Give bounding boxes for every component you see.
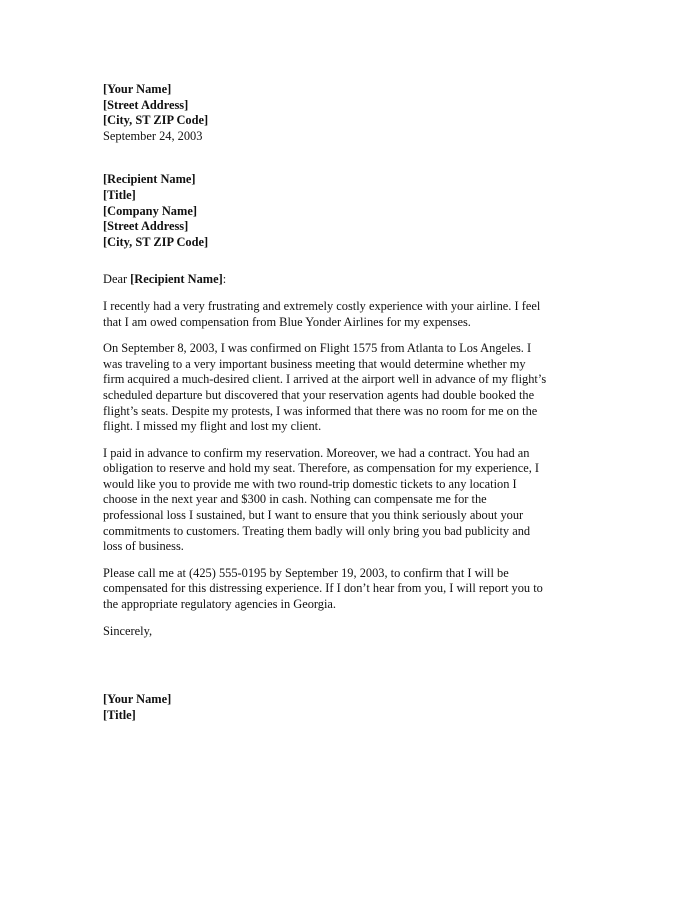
letter-date: September 24, 2003 [103,128,203,143]
recipient-street: [Street Address] [103,219,189,234]
paragraph-line: flight. I missed my flight and lost my client. [103,419,322,434]
paragraph-line: professional loss I sustained, but I want to ensure that you think seriously about your [103,508,524,523]
paragraph-line: that I am owed compensation from Blue Yonder Airlines for my expenses. [103,314,471,329]
signature-name: [Your Name] [103,692,172,707]
paragraph-line: scheduled departure but discovered that your reservation agents had double booked the [103,387,535,402]
paragraph-line: flight’s seats. Despite my protests, I was informed that there was no room for me on the [103,403,538,418]
paragraph-line: commitments to customers. Treating them badly will only bring you bad publicity and [103,523,531,538]
paragraph-line: I paid in advance to confirm my reservation. Moreover, we had a contract. You had an [103,445,530,460]
paragraph-line: loss of business. [103,539,184,554]
sender-address-block [103,82,593,144]
paragraph-line: would like you to provide me with two round-trip domestic tickets to any location I [103,476,517,491]
recipient-city: [City, ST ZIP Code] [103,234,209,249]
body-paragraph-3 [103,446,593,555]
body-paragraph-2 [103,341,593,435]
recipient-title: [Title] [103,187,136,202]
paragraph-line: the appropriate regulatory agencies in Georgia. [103,597,337,612]
paragraph-line: Please call me at (425) 555-0195 by September 19, 2003, to confirm that I will be [103,565,509,580]
salutation-prefix: Dear [103,272,131,287]
salutation [103,272,593,288]
salutation-name: [Recipient Name] [130,272,223,287]
paragraph-line: I recently had a very frustrating and extremely costly experience with your airline. I feel [103,298,541,313]
recipient-company: [Company Name] [103,203,197,218]
sender-city: [City, ST ZIP Code] [103,113,209,128]
letter-page [103,82,593,723]
sender-street: [Street Address] [103,97,189,112]
paragraph-line: compensated for this distressing experience. If I don’t hear from you, I will report you to [103,581,543,596]
paragraph-line: On September 8, 2003, I was confirmed on Flight 1575 from Atlanta to Los Angeles. I [103,341,532,356]
recipient-name: [Recipient Name] [103,172,196,187]
signature-block [103,692,593,723]
paragraph-line: obligation to reserve and hold my seat. Therefore, as compensation for my experience, I [103,461,540,476]
salutation-suffix: : [222,272,227,287]
body-paragraph-4 [103,566,593,613]
recipient-address-block [103,172,593,250]
signature-title: [Title] [103,707,136,722]
body-paragraph-1 [103,299,593,330]
closing: Sincerely, [103,623,153,638]
paragraph-line: firm acquired a much-desired client. I arrived at the airport well in advance of my flight’s [103,372,547,387]
paragraph-line: was traveling to a very important business meeting that would determine whether my [103,356,526,371]
sender-name: [Your Name] [103,82,172,96]
paragraph-line: choose in the next year and $300 in cash. Nothing can compensate me for the [103,492,487,507]
